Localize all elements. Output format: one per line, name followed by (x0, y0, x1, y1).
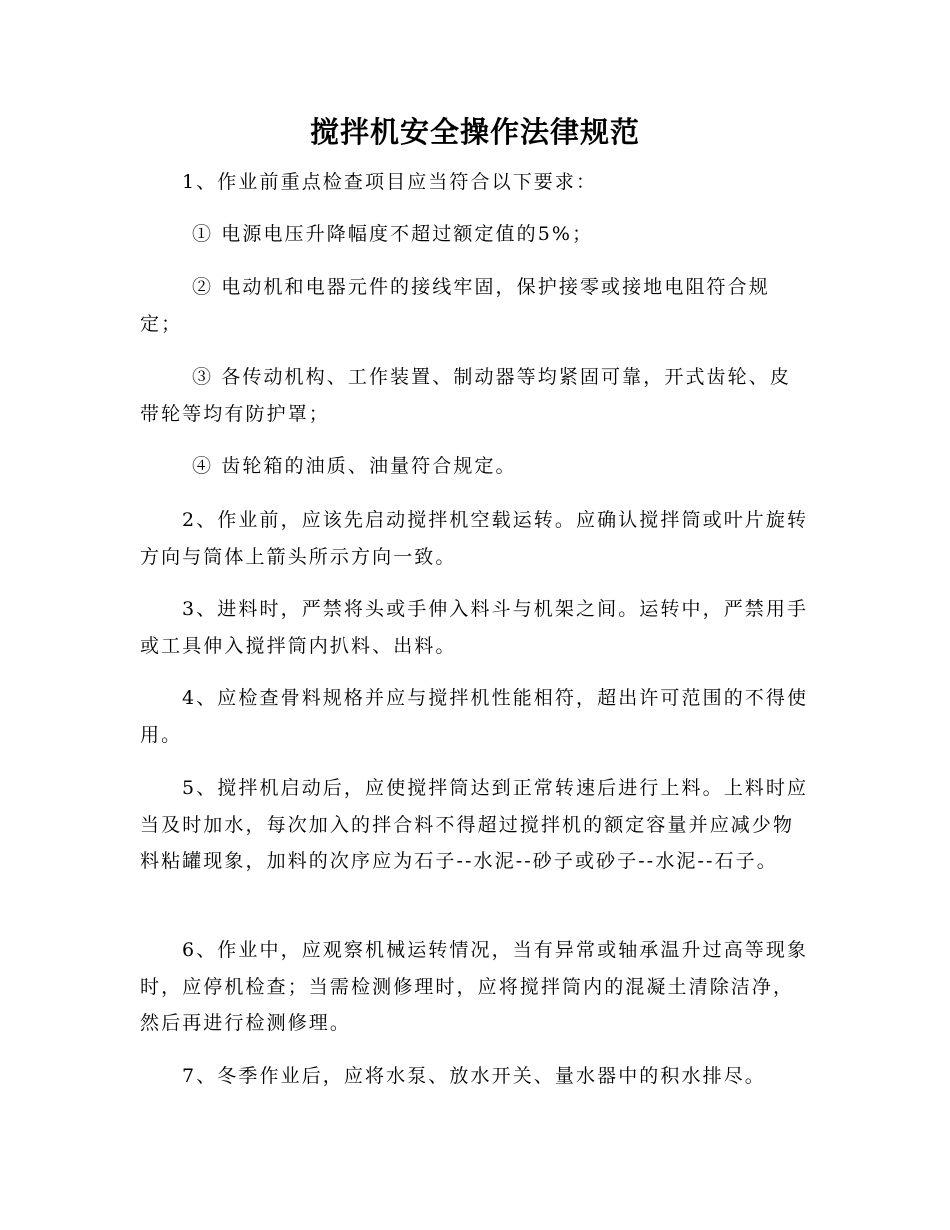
paragraph-5: 5、搅拌机启动后，应使搅拌筒达到正常转速后进行上料。上料时应当及时加水，每次加入的拌合料不得超过搅拌机的额定容量并应减少物料粘罐现象，加料的次序应为石子--水泥--砂子或砂子--水泥--石子。 (140, 777, 809, 872)
paragraph-6: 6、作业中，应观察机械运转情况，当有异常或轴承温升过高等现象时，应停机检查；当需检测修理时，应将搅拌筒内的混凝土清除洁净，然后再进行检测修理。 (140, 939, 809, 1034)
sub-item-3: ③ 各传动机构、工作装置、制动器等均紧固可靠，开式齿轮、皮带轮等均有防护罩； (140, 366, 791, 425)
paragraph-3: 3、进料时，严禁将头或手伸入料斗与机架之间。运转中，严禁用手或工具伸入搅拌筒内扒料、出料。 (140, 598, 809, 657)
paragraph-1: 1、作业前重点检查项目应当符合以下要求： (182, 171, 598, 193)
paragraph-2: 2、作业前，应该先启动搅拌机空载运转。应确认搅拌筒或叶片旋转方向与筒体上箭头所示方向一致。 (140, 509, 809, 568)
sub-item-1: ① 电源电压升降幅度不超过额定值的5%； (192, 223, 594, 245)
paragraph-4: 4、应检查骨料规格并应与搅拌机性能相符，超出许可范围的不得使用。 (140, 687, 809, 746)
paragraph-7: 7、冬季作业后，应将水泵、放水开关、量水器中的积水排尽。 (182, 1065, 766, 1087)
sub-item-4: ④ 齿轮箱的油质、油量符合规定。 (192, 455, 517, 477)
document-title: 搅拌机安全操作法律规范 (309, 115, 640, 149)
sub-item-2: ② 电动机和电器元件的接线牢固，保护接零或接地电阻符合规定； (140, 276, 770, 335)
